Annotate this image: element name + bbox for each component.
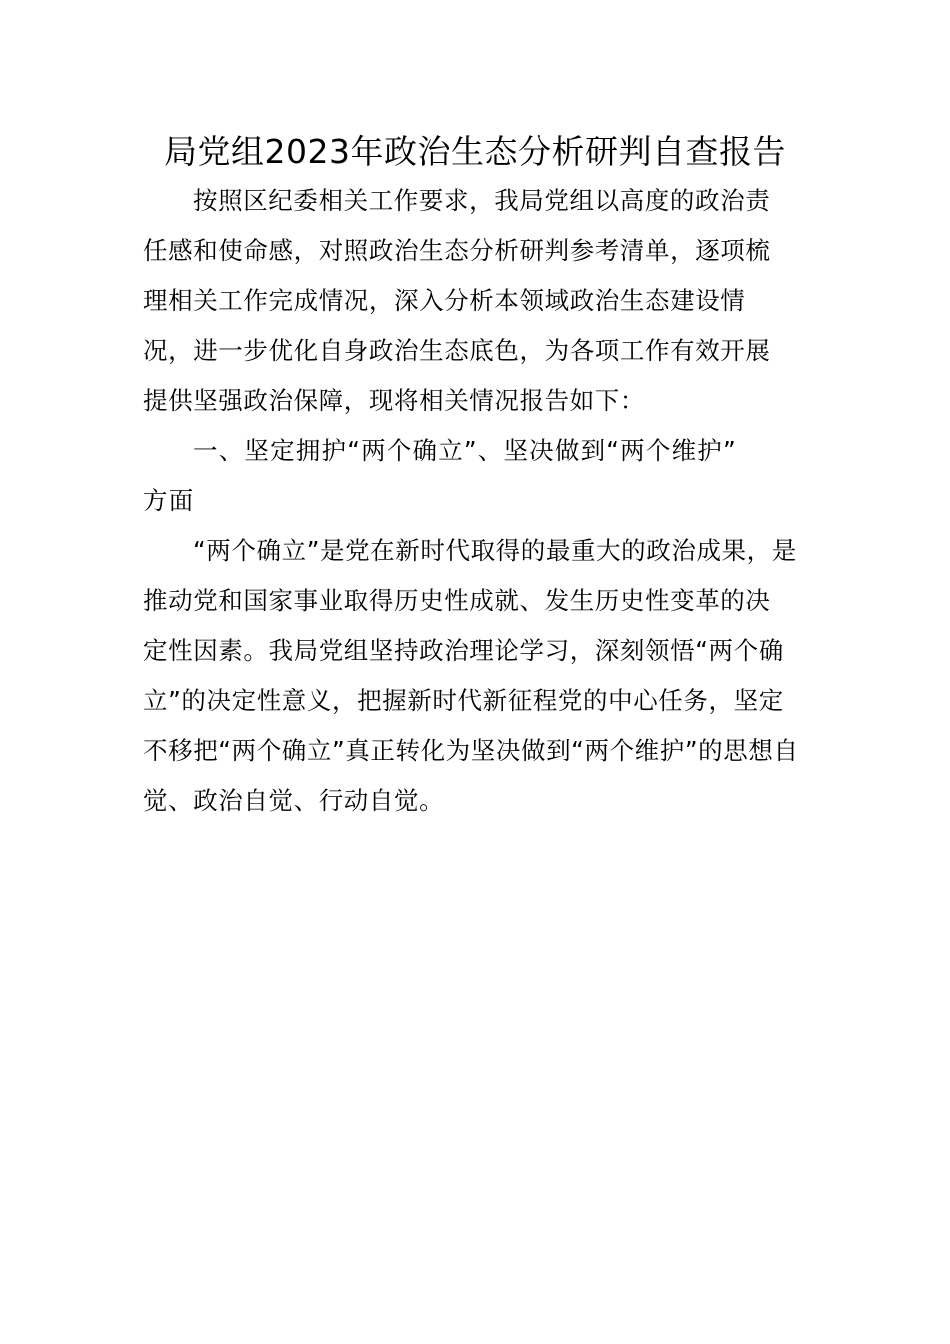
text-line: 提供坚强政治保障，现将相关情况报告如下： [143,386,645,415]
document-title: 局党组2023年政治生态分析研判自查报告 [164,132,786,171]
document-body [143,176,807,826]
text-line: 况，进一步优化自身政治生态底色，为各项工作有效开展 [143,336,771,365]
text-line: 任感和使命感，对照政治生态分析研判参考清单，逐项梳 [143,236,771,265]
text-line: 理相关工作完成情况，深入分析本领域政治生态建设情 [143,286,746,315]
text-line: 不移把“两个确立”真正转化为坚决做到“两个维护”的思想自 [143,736,799,765]
section-heading [143,426,807,526]
text-line: 觉、政治自觉、行动自觉。 [143,786,445,815]
text-line: 方面 [143,486,195,515]
intro-paragraph [143,176,807,426]
text-line: 按照区纪委相关工作要求，我局党组以高度的政治责 [193,186,771,215]
section-paragraph [143,526,807,826]
text-line: “两个确立”是党在新时代取得的最重大的政治成果，是 [193,536,797,565]
text-line: 一、坚定拥护“两个确立”、坚决做到“两个维护” [193,436,737,465]
text-line: 立”的决定性意义，把握新时代新征程党的中心任务，坚定 [143,686,784,715]
text-line: 推动党和国家事业取得历史性成就、发生历史性变革的决 [143,586,771,615]
text-line: 定性因素。我局党组坚持政治理论学习，深刻领悟“两个确 [143,636,784,665]
